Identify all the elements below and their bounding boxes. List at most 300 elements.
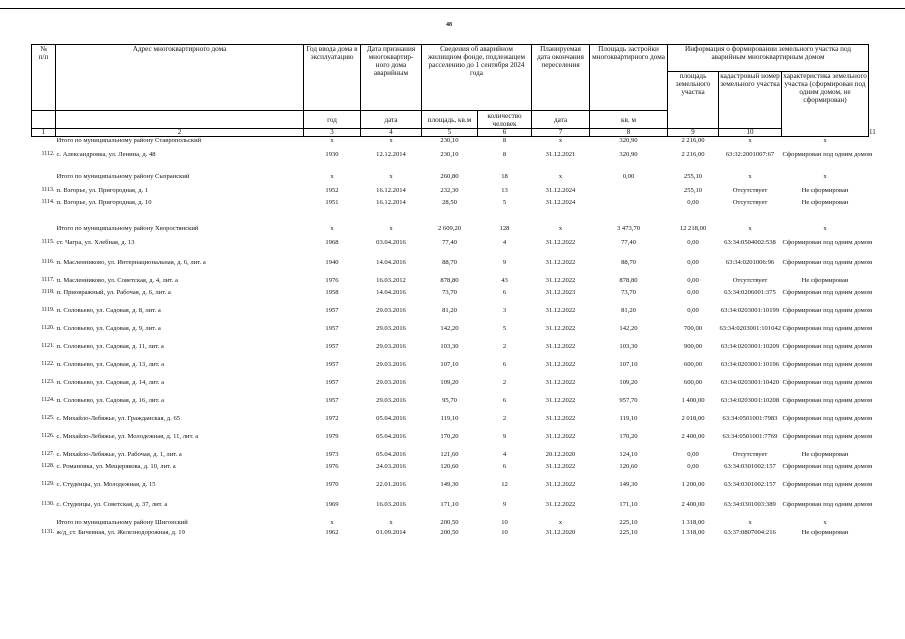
- cadastral-number: 63:34:0201006:96: [725, 258, 775, 266]
- table-row: [32, 151, 869, 173]
- subtotal-row: [32, 519, 869, 529]
- land-characteristic: Сформирован под одним домом: [782, 414, 873, 422]
- cadastral-number: 63:34:0203001:10196: [720, 360, 780, 368]
- housing-table: № п/п Адрес многоквартирного дома Год ввода дома в эксплуатацию Дата признания многоквартир-ного дома аварийным Сведения об аварийном жилищном фонде, подлежащем расселению до 1 сентября 2024 года Планируемая дата окончания переселения Площадь застройки многоквартирного дома Информация о формировании земельного участка под аварийным многоквартирным домом площадь земельного участка кадастровый номер земельного участка характеристика земельного участка (сформирован под одним домом, не сформирован) год дата площадь, кв.м количество человек дата кв. м 1 2 3 4 5 6 7 8 9 10 11 Итого по муниципальному району Ставропольский x x 230,10 8 x 320,90 2 216,00 x x 1112. с. Александровка, ул. Ленина, д. 48 1930 12.12.2014 230,10 8 31.12.2021 320,90 2 216,00 63:32:2001007:67 Сформирован под одним домом Итого по муниципальному району Сызранский x x 260,80 18 x 0,00 255,10 x x 1113. п. Взгорье, ул. Пригородная, д. 1 1952 16.12.2014 232,30 13 31.12.2024 255,10 Отсутствует Не сформирован 1114. п. Взгорье, ул. Пригородная, д. 10 1951 16.12.2014 28,50 5 31.12.2024 0,00 Отсутствует Не сформирован Итого по муниципальному району Хворостянский x x 2 609,20 128 x 3 473,70 12 218,00 x x 1115. ст. Чагра, ул. Хлебная, д. 13 1968 03.04.2016 77,40 4 31.12.2022 77,40 0,00 63:34:0504002:538 Сформирован под одним домом 1116. п. Масленниково, ул. Интернациональная, д. 6, лит. а 1940 14.04.2016 88,70 9 31.12.2022 88,70 0,00 63:34:0201006:96 Сформирован под одним домом 1117. п. Масленниково, ул. Советская, д. 4, лит. а 1976 16.03.2012 878,80 43 31.12.2022 878,80 0,00 Отсутствует Не сформирован 1118. п. Приовражный, ул. Рабочая, д. 6, лит. а 1958 14.04.2016 73,70 6 31.12.2023 73,70 0,00 63:34:0206001:375 Сформирован под одним домом 1119. п. Соловьево, ул. Садовая, д. 8, лит. а 1957 29.03.2016 81,20 3 31.12.2022 81,20 0,00 63:34:0203001:10199 Сформирован под одним домом 1120. п. Соловьево, ул. Садовая, д. 9, лит. а 1957 29.03.2016 142,20 5 31.12.2022 142,20 700,00 63:34:0203001:101042 Сформирован под одним домом 1121. п. Соловьево, ул. Садовая, д. 11, лит. а 1957 29.03.2016 103,30 2 31.12.2022 103,30 900,00 63:34:0203001:10209 Сформирован под одним домом 1122. п. Соловьево, ул. Садовая, д. 13, лит. а 1957 29.03.2016 107,10 6 31.12.2022 107,10 600,00 63:34:0203001:10196 Сформирован под одним домом 1123. п. Соловьево, ул. Садовая, д. 14, лит. а 1957 29.03.2016 109,20 2 31.12.2022 109,20 600,00 63:34:0203001:10420 Сформирован под одним домом 1124. п. Соловьево, ул. Садовая, д. 16, лит. а 1957 29.03.2016 95,70 6 31.12.2022 957,70 1 400,00 63:34:0203001:10208 Сформирован под одним домом 1125. с. Михайло-Лебяжье, ул. Гражданская, д. 65 1972 05.04.2016 119,10 2 31.12.2022 119,10 2 018,00 63:34:0501001:7983 Сформирован под одним домом 1126. с. Михайло-Лебяжье, ул. Молодежная, д. 11, лит. а 1979 05.04.2016 170,20 9 31.12.2022 170,20 2 400,00 63:34:0501001:7769 Сформирован под одним домом 1127. с. Михайло-Лебяжье, ул. Рабочая, д. 1, лит. а 1973 05.04.2016 121,60 4 20.12.2020 124,10 0,00 Отсутствует Не сформирован 1128. с. Романовка, ул. Мещерякова, д. 10, лит. а 1976 24.03.2016 120,60 6 31.12.2022 120,60 0,00 63:34:0301002:157 Сформирован под одним домом 1129. с. Студенцы, ул. Молодежная, д. 15 1970 22.01.2016 149,30 12 31.12.2022 149,30 1 200,00 63:34:0301002:157 Сформирован под одним домом 1130. с. Студенцы, ул. Советская, д. 37, лит. а 1969 16.03.2016 171,10 9 31.12.2022 171,10 2 400,00 63:34:0301003:389 Сформирован под одним домом Итого по муниципальному району Шигонский x x 200,50 10 x 225,10 1 318,00 x x 1131. ж/д_ст. Бичевная, ул. Железнодорожная, д. 19 1962 01.09.2014 200,50 10 31.12.2020 225,10 1 318,00 63:37:0807004:216 Не сформирован: [31, 44, 869, 541]
- area: 230,10: [440, 137, 459, 144]
- land-area: 600,00: [683, 378, 703, 386]
- area: 232,30: [440, 186, 459, 194]
- people-count: 43: [501, 276, 508, 284]
- address: п. Взгорье, ул. Пригородная, д. 10: [56, 198, 152, 206]
- planned-date: 31.12.2022: [545, 258, 576, 266]
- area: 95,70: [442, 396, 457, 404]
- table-row: [32, 277, 869, 289]
- land-characteristic: Сформирован под одним домом: [782, 462, 873, 470]
- header-year: Год ввода дома в эксплуатацию: [304, 45, 361, 111]
- built-area: 957,70: [619, 396, 638, 404]
- cadastral-number: 63:34:0501001:7983: [722, 414, 778, 422]
- land-area: 0,00: [687, 462, 699, 470]
- people-count: 5: [502, 324, 507, 332]
- people-count: 6: [502, 360, 507, 368]
- year: 1957: [325, 342, 339, 350]
- recognition-date: 05.04.2016: [376, 450, 406, 458]
- land-area: 255,10: [683, 172, 703, 180]
- column-number: 4: [361, 129, 422, 137]
- built-area: 149,30: [619, 480, 638, 488]
- header-recognition-date: Дата признания многоквартир-ного дома аварийным: [361, 45, 422, 111]
- row-number: 1123.: [41, 378, 55, 385]
- built-area: 170,20: [619, 432, 638, 440]
- address: ж/д_ст. Бичевная, ул. Железнодорожная, д. 19: [56, 528, 185, 536]
- address: с. Романовка, ул. Мещерякова, д. 10, лит. а: [56, 462, 176, 470]
- subtotal-row: [32, 173, 869, 187]
- unit-empty: [56, 111, 304, 129]
- built-area: 171,10: [619, 500, 638, 508]
- recognition-date: 14.04.2016: [376, 258, 406, 266]
- planned-date: 31.12.2021: [545, 150, 576, 158]
- planned-date: x: [558, 137, 563, 144]
- row-number: 1128.: [41, 462, 55, 469]
- planned-date: 31.12.2023: [545, 288, 576, 296]
- recognition-date: 03.04.2016: [376, 238, 406, 246]
- year: 1979: [325, 432, 339, 440]
- land-area: 900,00: [683, 342, 703, 350]
- built-area: 0,00: [622, 172, 635, 180]
- people-count: 9: [502, 432, 507, 440]
- land-characteristic: x: [823, 172, 827, 180]
- subtotal-row: [32, 225, 869, 239]
- land-area: 1 400,00: [681, 396, 705, 404]
- land-area: 0,00: [687, 306, 699, 314]
- table-row: [32, 501, 869, 519]
- recognition-date: 29.03.2016: [376, 396, 406, 404]
- built-area: 77,40: [621, 238, 636, 246]
- year: 1957: [325, 360, 339, 368]
- area: 2 609,20: [437, 224, 462, 232]
- row-number: 1116.: [41, 258, 55, 265]
- built-area: 109,20: [619, 378, 638, 386]
- land-characteristic: Сформирован под одним домом: [782, 360, 873, 368]
- area: 109,20: [440, 378, 459, 386]
- planned-date: 31.12.2022: [545, 306, 576, 314]
- land-area: 600,00: [683, 360, 703, 368]
- land-characteristic: Сформирован под одним домом: [782, 324, 873, 332]
- planned-date: 20.12.2020: [545, 450, 576, 458]
- address: п. Соловьево, ул. Садовая, д. 8, лит. а: [56, 306, 161, 314]
- recognition-date: 29.03.2016: [376, 342, 406, 350]
- row-number: 1118.: [41, 288, 55, 295]
- column-number: 2: [56, 129, 304, 137]
- year: 1930: [325, 150, 339, 158]
- address: п. Соловьево, ул. Садовая, д. 13, лит. а: [56, 360, 165, 368]
- header-num: № п/п: [32, 45, 56, 111]
- land-area: 12 218,00: [679, 224, 707, 232]
- address: п. Масленниково, ул. Интернациональная, д. 6, лит. а: [56, 258, 206, 266]
- row-number: 1119.: [41, 306, 55, 313]
- header-built-area: Площадь застройки многоквартирного дома: [590, 45, 668, 111]
- land-area: 700,00: [683, 324, 703, 332]
- address: с. Михайло-Лебяжье, ул. Гражданская, д. 65: [56, 414, 181, 422]
- area: 28,50: [442, 198, 457, 206]
- land-characteristic: x: [823, 137, 827, 144]
- cadastral-number: x: [748, 518, 752, 526]
- area: 260,80: [440, 172, 459, 180]
- cadastral-number: 63:34:0203001:10208: [720, 396, 780, 404]
- area: 107,10: [440, 360, 459, 368]
- built-area: 88,70: [621, 258, 636, 266]
- people-count: 4: [502, 450, 507, 458]
- table-body: [32, 137, 873, 541]
- table-row: [32, 433, 869, 451]
- cadastral-number: 63:34:0501001:7769: [722, 432, 778, 440]
- land-characteristic: Сформирован под одним домом: [782, 306, 873, 314]
- table-row: [32, 415, 869, 433]
- planned-date: 31.12.2022: [545, 480, 576, 488]
- area: 171,10: [440, 500, 459, 508]
- header-address: Адрес многоквартирного дома: [56, 45, 304, 111]
- people-count: 2: [502, 378, 507, 386]
- built-area: 103,30: [619, 342, 638, 350]
- land-characteristic: Сформирован под одним домом: [782, 150, 873, 158]
- header-emergency-fund: Сведения об аварийном жилищном фонде, подлежащем расселению до 1 сентября 2024 года: [422, 45, 532, 111]
- year: 1958: [325, 288, 339, 296]
- planned-date: 31.12.2022: [545, 238, 576, 246]
- address: с. Александровка, ул. Ленина, д. 48: [56, 150, 156, 158]
- planned-date: 31.12.2022: [545, 324, 576, 332]
- row-number: [32, 137, 56, 151]
- year: 1969: [325, 500, 339, 508]
- built-area: 225,10: [619, 528, 638, 536]
- table-row: [32, 451, 869, 463]
- land-characteristic: Сформирован под одним домом: [782, 500, 873, 508]
- area: 200,50: [440, 518, 459, 526]
- cadastral-number: 63:34:0301003:389: [724, 500, 776, 508]
- row-number: 1131.: [41, 528, 55, 535]
- people-count: 10: [501, 528, 508, 536]
- built-area: 107,10: [619, 360, 638, 368]
- built-area: 320,90: [619, 150, 638, 158]
- address: Итого по муниципальному району Хворостянский: [56, 224, 199, 232]
- area: 200,50: [440, 528, 459, 536]
- land-area: 0,00: [687, 238, 699, 246]
- people-count: 8: [502, 150, 507, 158]
- cadastral-number: 63:34:0203001:10199: [720, 306, 780, 314]
- land-area: 2 400,00: [681, 500, 705, 508]
- year: 1957: [325, 324, 339, 332]
- row-number: 1120.: [41, 324, 55, 331]
- header-land-area: площадь земельного участка: [668, 72, 719, 129]
- area: 142,20: [440, 324, 459, 332]
- unit-date: дата: [361, 111, 422, 129]
- land-area: 1 318,00: [681, 528, 705, 536]
- row-number: 1114.: [41, 198, 55, 205]
- column-number: 9: [668, 129, 719, 137]
- recognition-date: x: [389, 224, 393, 232]
- address: п. Соловьево, ул. Садовая, д. 9, лит. а: [56, 324, 161, 332]
- planned-date: x: [558, 224, 563, 232]
- land-characteristic: Сформирован под одним домом: [782, 378, 873, 386]
- address: с. Михайло-Лебяжье, ул. Молодежная, д. 11, лит. а: [56, 432, 199, 440]
- cadastral-number: 63:34:0206001:375: [724, 288, 776, 296]
- built-area: 3 473,70: [616, 224, 641, 232]
- recognition-date: 12.12.2014: [376, 150, 406, 158]
- table-row: [32, 307, 869, 325]
- area: 120,60: [440, 462, 459, 470]
- planned-date: 31.12.2022: [545, 396, 576, 404]
- top-rule: [0, 8, 905, 9]
- cadastral-number: Отсутствует: [732, 276, 768, 284]
- row-number: 1124.: [41, 396, 55, 403]
- year: 1976: [325, 462, 339, 470]
- built-area: 81,20: [621, 306, 636, 314]
- column-number: 3: [304, 129, 361, 137]
- unit-count: количество человек: [478, 111, 532, 129]
- built-area: 120,60: [619, 462, 638, 470]
- recognition-date: x: [389, 172, 393, 180]
- row-number: 1115.: [41, 238, 55, 245]
- year: 1951: [325, 198, 339, 206]
- recognition-date: 14.04.2016: [376, 288, 406, 296]
- address: п. Соловьево, ул. Садовая, д. 16, лит. а: [56, 396, 165, 404]
- built-area: 225,10: [619, 518, 638, 526]
- built-area: 320,90: [619, 137, 638, 144]
- row-number: [32, 173, 56, 187]
- people-count: 10: [501, 518, 508, 526]
- recognition-date: 24.03.2016: [376, 462, 406, 470]
- built-area: 119,10: [619, 414, 638, 422]
- planned-date: 31.12.2020: [545, 528, 576, 536]
- planned-date: 31.12.2022: [545, 276, 576, 284]
- row-number: 1127.: [41, 450, 55, 457]
- people-count: 6: [502, 288, 507, 296]
- land-characteristic: Сформирован под одним домом: [782, 288, 873, 296]
- unit-empty: [32, 111, 56, 129]
- cadastral-number: 63:34:0301002:157: [724, 462, 776, 470]
- address: п. Взгорье, ул. Пригородная, д. 1: [56, 186, 149, 194]
- row-number: 1125.: [41, 414, 55, 421]
- land-area: 255,10: [683, 186, 703, 194]
- table-row: [32, 187, 869, 199]
- recognition-date: x: [389, 518, 393, 526]
- recognition-date: 05.04.2016: [376, 414, 406, 422]
- planned-date: 31.12.2022: [545, 360, 576, 368]
- planned-date: 31.12.2022: [545, 378, 576, 386]
- area: 170,20: [440, 432, 459, 440]
- year: 1940: [325, 258, 339, 266]
- address: ст. Чагра, ул. Хлебная, д. 13: [56, 238, 135, 246]
- year: 1962: [325, 528, 339, 536]
- header-land-info: Информация о формировании земельного участка под аварийным многоквартирным домом: [668, 45, 869, 72]
- cadastral-number: 63:34:0504002:538: [724, 238, 776, 246]
- land-characteristic: Не сформирован: [801, 276, 849, 284]
- recognition-date: x: [389, 137, 393, 144]
- unit-sqm: кв. м: [590, 111, 668, 129]
- planned-date: 31.12.2024: [545, 198, 576, 206]
- land-area: 1 318,00: [681, 518, 705, 526]
- people-count: 13: [501, 186, 508, 194]
- recognition-date: 16.12.2014: [376, 198, 406, 206]
- cadastral-number: x: [748, 172, 752, 180]
- area: 88,70: [442, 258, 457, 266]
- cadastral-number: 63:34:0203001:10420: [720, 378, 780, 386]
- year: 1970: [325, 480, 339, 488]
- land-area: 2 216,00: [681, 150, 705, 158]
- people-count: 5: [502, 198, 507, 206]
- land-characteristic: Не сформирован: [801, 528, 849, 536]
- table-row: [32, 397, 869, 415]
- table-row: [32, 259, 869, 277]
- planned-date: 31.12.2022: [545, 500, 576, 508]
- address: с. Михайло-Лебяжье, ул. Рабочая, д. 1, лит. а: [56, 450, 182, 458]
- year: 1976: [325, 276, 339, 284]
- address: п. Приовражный, ул. Рабочая, д. 6, лит. а: [56, 288, 171, 296]
- address: с. Студенцы, ул. Советская, д. 37, лит. а: [56, 500, 168, 508]
- year: 1957: [325, 306, 339, 314]
- area: 119,10: [440, 414, 459, 422]
- land-area: 0,00: [687, 288, 699, 296]
- people-count: 9: [502, 500, 507, 508]
- unit-year: год: [304, 111, 361, 129]
- column-number: 5: [422, 129, 478, 137]
- land-characteristic: Не сформирован: [801, 450, 849, 458]
- address: п. Соловьево, ул. Садовая, д. 11, лит. а: [56, 342, 164, 350]
- cadastral-number: 63:37:0807004:216: [724, 528, 776, 536]
- land-area: 0,00: [687, 450, 699, 458]
- built-area: 73,70: [621, 288, 636, 296]
- people-count: 3: [502, 306, 507, 314]
- year: 1968: [325, 238, 339, 246]
- table-row: [32, 463, 869, 481]
- unit-date-planned: дата: [532, 111, 590, 129]
- cadastral-number: 63:32:2001007:67: [725, 150, 775, 158]
- cadastral-number: 63:34:0301002:157: [724, 480, 776, 488]
- land-area: 2 216,00: [681, 137, 705, 144]
- cadastral-number: Отсутствует: [732, 450, 768, 458]
- built-area: [590, 187, 668, 199]
- year: x: [330, 172, 334, 180]
- people-count: 4: [502, 238, 507, 246]
- land-characteristic: x: [823, 518, 827, 526]
- table-row: [32, 361, 869, 379]
- address: п. Соловьево, ул. Садовая, д. 14, лит. а: [56, 378, 165, 386]
- recognition-date: 29.03.2016: [376, 306, 406, 314]
- recognition-date: 16.03.2012: [376, 276, 406, 284]
- area: 230,10: [440, 150, 459, 158]
- row-number: 1121.: [41, 342, 55, 349]
- land-characteristic: Сформирован под одним домом: [782, 238, 873, 246]
- row-number: 1112.: [41, 150, 55, 157]
- row-number: 1129.: [41, 480, 55, 487]
- planned-date: 31.12.2022: [545, 414, 576, 422]
- people-count: 2: [502, 414, 507, 422]
- year: x: [330, 518, 334, 526]
- area: 103,30: [440, 342, 459, 350]
- cadastral-number: x: [748, 224, 752, 232]
- header-characteristic: характеристика земельного участка (сформирован под одним домом, не сформирован): [782, 72, 869, 137]
- area: 73,70: [442, 288, 457, 296]
- year: 1957: [325, 396, 339, 404]
- cadastral-number: x: [748, 137, 752, 144]
- year: 1952: [325, 186, 339, 194]
- table-row: [32, 481, 869, 501]
- people-count: 12: [501, 480, 508, 488]
- recognition-date: 29.03.2016: [376, 324, 406, 332]
- land-area: 0,00: [687, 276, 699, 284]
- column-number: 1: [32, 129, 56, 137]
- land-characteristic: Сформирован под одним домом: [782, 396, 873, 404]
- people-count: 2: [502, 342, 507, 350]
- year: x: [330, 224, 334, 232]
- land-characteristic: x: [823, 224, 827, 232]
- recognition-date: 05.04.2016: [376, 432, 406, 440]
- recognition-date: 22.01.2016: [376, 480, 406, 488]
- column-number: 10: [719, 129, 782, 137]
- cadastral-number: 63:34:0203001:10209: [720, 342, 780, 350]
- land-characteristic: Не сформирован: [801, 186, 849, 194]
- row-number: 1130.: [41, 500, 55, 507]
- people-count: 8: [502, 137, 507, 144]
- address: Итого по муниципальному району Шигонский: [56, 518, 188, 526]
- subtotal-row: [32, 137, 869, 151]
- area: 121,60: [440, 450, 459, 458]
- planned-date: 31.12.2024: [545, 186, 576, 194]
- page-number: 48: [446, 22, 452, 28]
- column-number: 8: [590, 129, 668, 137]
- planned-date: 31.12.2022: [545, 342, 576, 350]
- year: x: [330, 137, 334, 144]
- land-characteristic: Сформирован под одним домом: [782, 432, 873, 440]
- table-row: [32, 199, 869, 225]
- built-area: 142,20: [619, 324, 638, 332]
- year: 1973: [325, 450, 339, 458]
- recognition-date: 29.03.2016: [376, 360, 406, 368]
- built-area: [590, 199, 668, 225]
- people-count: 6: [502, 462, 507, 470]
- recognition-date: 29.03.2016: [376, 378, 406, 386]
- column-number: 7: [532, 129, 590, 137]
- land-area: 1 200,00: [681, 480, 705, 488]
- year: 1972: [325, 414, 339, 422]
- address: п. Масленниково, ул. Советская, д. 4, лит. а: [56, 276, 178, 284]
- planned-date: x: [558, 518, 563, 526]
- area: 878,80: [440, 276, 459, 284]
- row-number: 1117.: [41, 276, 55, 283]
- table-row: [32, 529, 869, 541]
- table-row: [32, 343, 869, 361]
- land-characteristic: Сформирован под одним домом: [782, 480, 873, 488]
- area: 77,40: [442, 238, 457, 246]
- area: 81,20: [442, 306, 457, 314]
- table-row: [32, 325, 869, 343]
- unit-area: площадь, кв.м: [422, 111, 478, 129]
- cadastral-number: 63:34:0203001:101042: [719, 324, 782, 332]
- planned-date: 31.12.2022: [545, 432, 576, 440]
- row-number: 1126.: [41, 432, 55, 439]
- address: с. Студенцы, ул. Молодежная, д. 15: [56, 480, 156, 488]
- people-count: 18: [501, 172, 508, 180]
- planned-date: x: [558, 172, 563, 180]
- land-characteristic: Сформирован под одним домом: [782, 258, 873, 266]
- people-count: 6: [502, 396, 507, 404]
- header-planned-date: Планируемая дата окончания переселения: [532, 45, 590, 111]
- table-row: [32, 379, 869, 397]
- column-number: 6: [478, 129, 532, 137]
- cadastral-number: Отсутствует: [732, 186, 768, 194]
- cadastral-number: Отсутствует: [732, 198, 768, 206]
- land-area: 2 400,00: [681, 432, 705, 440]
- row-number: [32, 225, 56, 239]
- built-area: 878,80: [619, 276, 638, 284]
- row-number: 1122.: [41, 360, 55, 367]
